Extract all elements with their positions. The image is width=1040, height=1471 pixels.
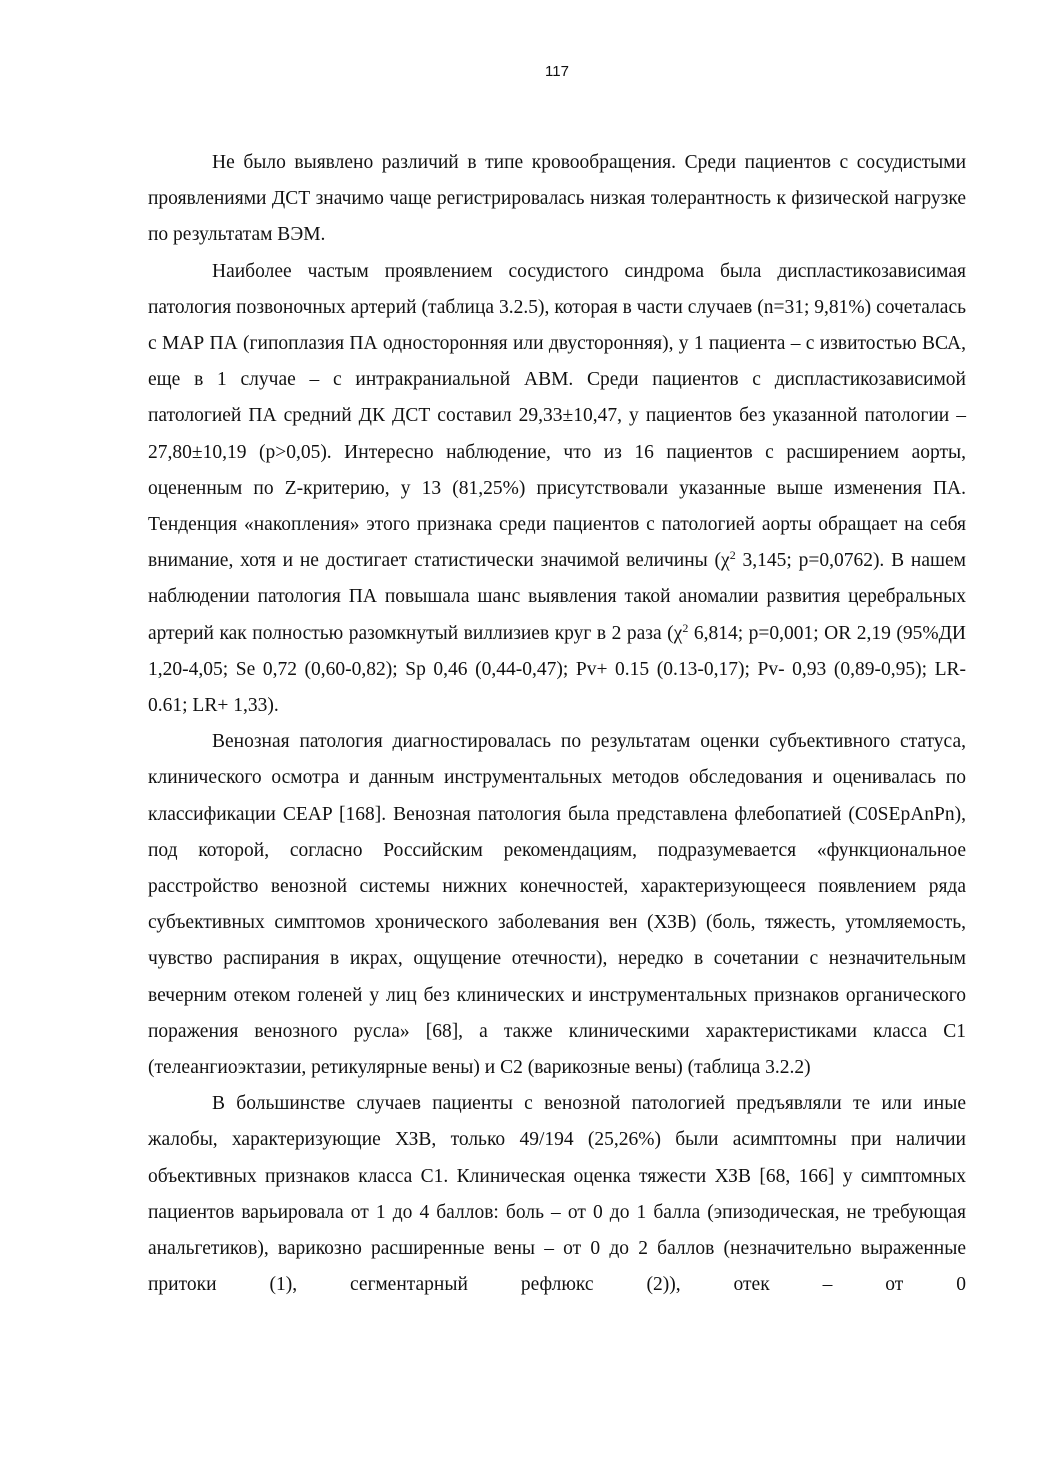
paragraph-1: Не было выявлено различий в типе кровообращения. Среди пациентов с сосудистыми проявлениями ДСТ значимо чаще регистрировалась низкая толерантность к физической нагрузке по результатам ВЭМ. (148, 152, 966, 246)
chi-square-superscript: 2 (729, 548, 736, 563)
paragraph-2 (148, 254, 966, 725)
page-number: 117 (545, 63, 569, 80)
paragraph-4: В большинстве случаев пациенты с венозной патологией предъявляли те или иные жалобы, характеризующие ХЗВ, только 49/194 (25,26%) были асимптомны при наличии объективных признаков класса С1. Клиническая оценка тяжести ХЗВ [68, 166] у симптомных пациентов варьировала от 1 до 4 баллов: боль – от 0 до 1 балла (эпизодическая, не требующая анальгетиков), варикозно расширенные вены – от 0 до 2 баллов (незначительно выраженные притоки (1), сегментарный рефлюкс (2)), отек – от 0 (148, 1093, 966, 1296)
body-text (148, 145, 966, 1304)
paragraph-2-text-run: 3,145; p=0,0762). В нашем наблюдении патология ПА повышала шанс выявления такой аномалии развития церебральных артерий как полностью разомкнутый виллизиев круг в 2 раза (χ (148, 550, 966, 644)
paragraph-3: Венозная патология диагностировалась по результатам оценки субъективного статуса, клинического осмотра и данным инструментальных методов обследования и оценивалась по классификации CEAP [168]. Венозная патология была представлена флебопатией (C0SEpAnPn), под которой, согласно Российским рекомендациям, подразумевается «функциональное расстройство венозной системы нижних конечностей, характеризующееся появлением ряда субъективных симптомов хронического заболевания вен (ХЗВ) (боль, тяжесть, утомляемость, чувство распирания в икрах, ощущение отечности), нередко в сочетании с незначительным вечерним отеком голеней у лиц без клинических и инструментальных признаков органического поражения венозного русла» [68], а также клиническими характеристиками класса С1 (телеангиоэктазии, ретикулярные вены) и С2 (варикозные вены) (таблица 3.2.2) (148, 731, 966, 1079)
chi-square-superscript: 2 (682, 620, 689, 635)
paragraph-2-text-run: Наиболее частым проявлением сосудистого синдрома была диспластикозависимая патология позвоночных артерий (таблица 3.2.5), которая в части случаев (n=31; 9,81%) сочеталась с МАР ПА (гипоплазия ПА односторонняя или двусторонняя), у 1 пациента – с извитостью ВСА, еще в 1 случае – с интракраниальной АВМ. Среди пациентов с диспластикозависимой патологией ПА средний ДК ДСТ составил 29,33±10,47, у пациентов без указанной патологии – 27,80±10,19 (p>0,05). Интересно наблюдение, что из 16 пациентов с расширением аорты, оцененным по Z-критерию, у 13 (81,25%) присутствовали указанные выше изменения ПА. Тенденция «накопления» этого признака среди пациентов с патологией аорты обращает на себя внимание, хотя и не достигает статистически значимой величины (χ (148, 260, 966, 572)
paragraph-2-text-run: 6,814; p=0,001; OR 2,19 (95%ДИ 1,20-4,05; Se 0,72 (0,60-0,82); Sp 0,46 (0,44-0,47); Pv+ 0.15 (0.13-0,17); Pv- 0,93 (0,89-0,95); LR- 0.61; LR+ 1,33). (148, 622, 966, 717)
